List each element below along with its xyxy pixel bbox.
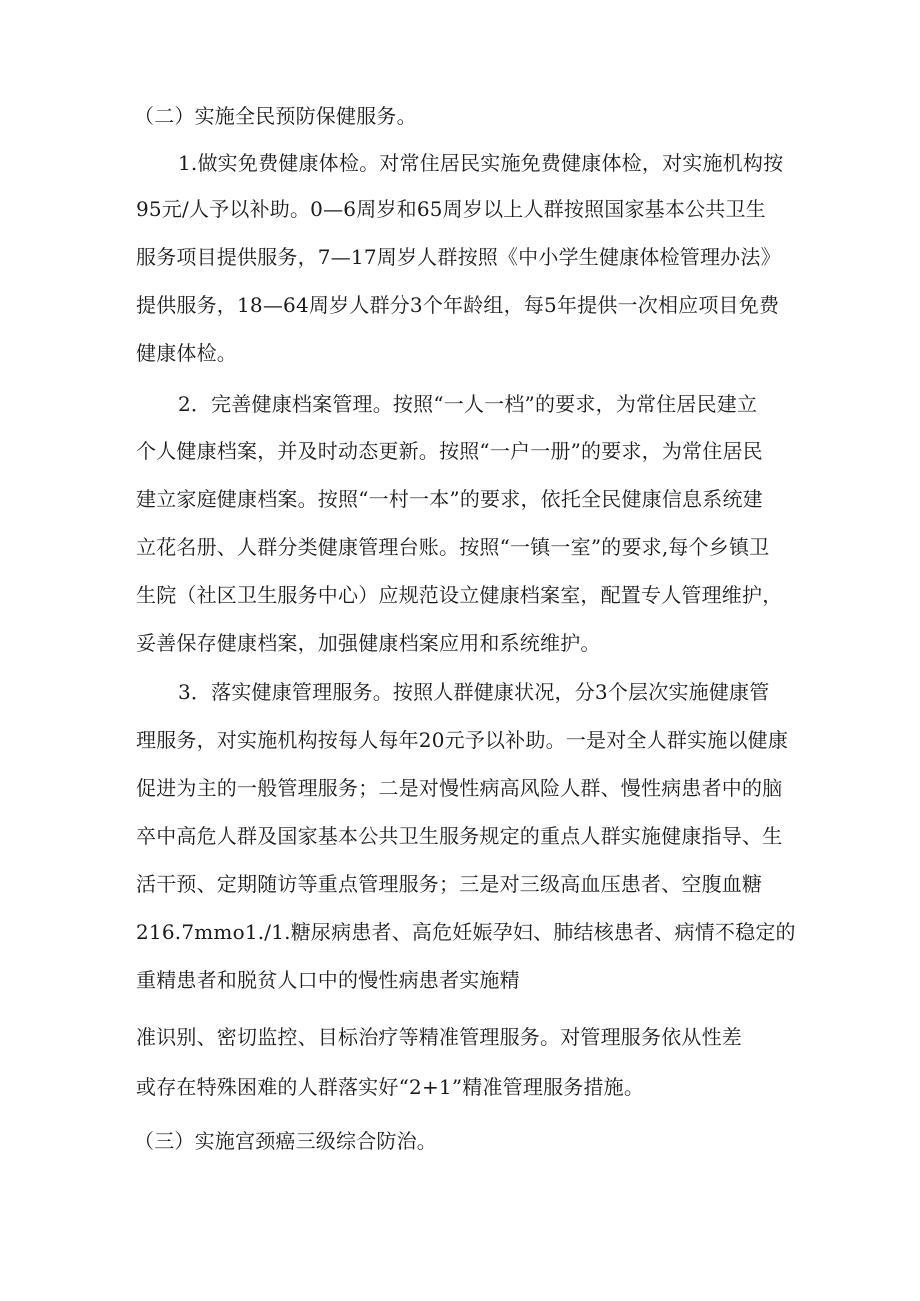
paragraph-2-line-4: 立花名册、人群分类健康管理台账。按照“一镇一室”的要求,每个乡镇卫 xyxy=(136,535,770,559)
section-heading-3: （三）实施宫颈癌三级综合防治。 xyxy=(134,1129,437,1153)
paragraph-3-line-5: 活干预、定期随访等重点管理服务；三是对三级高血压患者、空腹血糖 xyxy=(136,872,763,896)
paragraph-1-line-5: 健康体检。 xyxy=(136,341,237,365)
paragraph-1-line-2: 95元/人予以补助。0—6周岁和65周岁以上人群按照国家基本公共卫生 xyxy=(136,197,766,221)
paragraph-3-line-6: 216.7mmo1./1.糖尿病患者、高危妊娠孕妇、肺结核患者、病情不稳定的 xyxy=(136,920,796,944)
paragraph-3-line-1: 3．落实健康管理服务。按照人群健康状况，分3个层次实施健康管 xyxy=(178,680,770,704)
paragraph-2-line-5: 生院（社区卫生服务中心）应规范设立健康档案室，配置专人管理维护， xyxy=(136,583,783,607)
paragraph-3-line-7: 重精患者和脱贫人口中的慢性病患者实施精 xyxy=(136,968,520,992)
paragraph-3-line-3: 促进为主的一般管理服务；二是对慢性病高风险人群、慢性病患者中的脑 xyxy=(136,776,783,800)
paragraph-4-line-2: 或存在特殊困难的人群落实好“2+1”精准管理服务措施。 xyxy=(136,1075,645,1099)
paragraph-4-line-1: 准识别、密切监控、目标治疗等精准管理服务。对管理服务依从性差 xyxy=(136,1025,742,1049)
paragraph-2-line-1: 2．完善健康档案管理。按照“一人一档”的要求，为常住居民建立 xyxy=(178,392,758,416)
paragraph-2-line-6: 妥善保存健康档案，加强健康档案应用和系统维护。 xyxy=(136,631,601,655)
paragraph-1-line-4: 提供服务，18—64周岁人群分3个年龄组，每5年提供一次相应项目免费 xyxy=(136,293,780,317)
paragraph-2-line-2: 个人健康档案，并及时动态更新。按照“一户一册”的要求，为常住居民 xyxy=(136,439,763,463)
paragraph-3-line-4: 卒中高危人群及国家基本公共卫生服务规定的重点人群实施健康指导、生 xyxy=(136,824,783,848)
section-heading-2: （二）实施全民预防保健服务。 xyxy=(134,104,417,128)
paragraph-1-line-3: 服务项目提供服务，7—17周岁人群按照《中小学生健康体检管理办法》 xyxy=(136,245,781,269)
paragraph-3-line-2: 理服务，对实施机构按每人每年20元予以补助。一是对全人群实施以健康 xyxy=(136,728,789,752)
paragraph-1-line-1: 1.做实免费健康体检。对常住居民实施免费健康体检，对实施机构按 xyxy=(178,151,784,175)
paragraph-2-line-3: 建立家庭健康档案。按照“一村一本”的要求，依托全民健康信息系统建 xyxy=(136,487,763,511)
